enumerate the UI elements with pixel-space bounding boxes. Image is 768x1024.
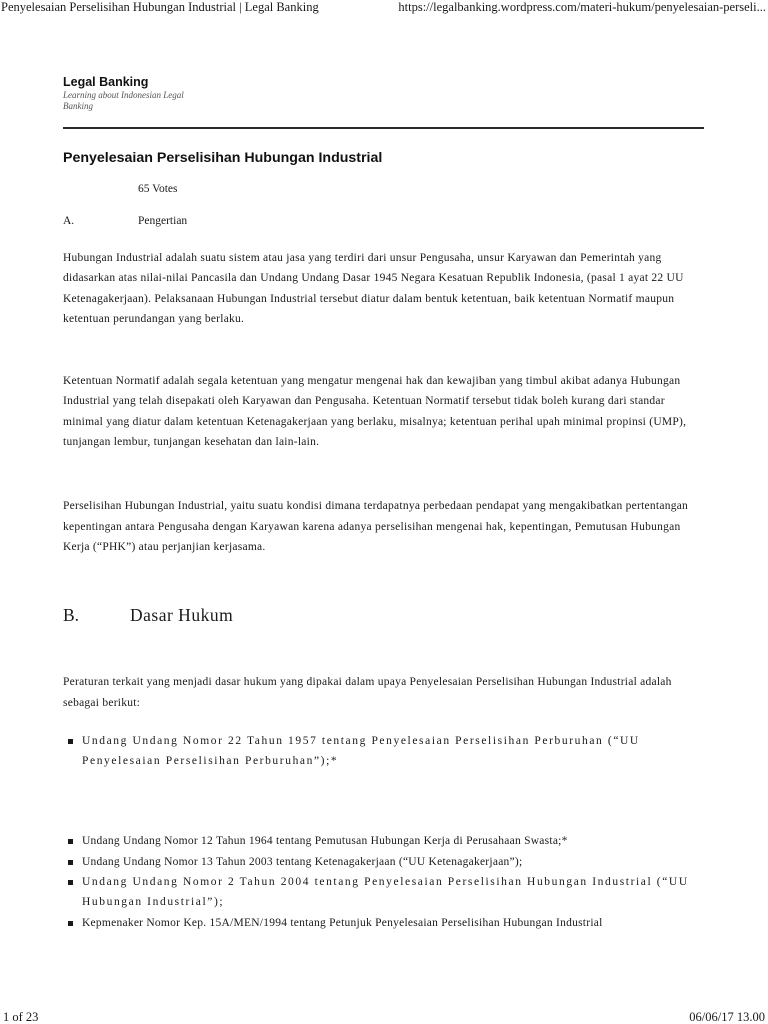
paragraph-legal-basis-intro: Peraturan terkait yang menjadi dasar hukum yang dipakai dalam upaya Penyelesaian Perselisihan Hubungan Industrial adalah sebagai berikut: xyxy=(63,676,672,709)
header-divider xyxy=(63,127,704,129)
paragraph-normative: Ketentuan Normatif adalah segala ketentuan yang mengatur mengenai hak dan kewajiban yang timbul akibat adanya Hubungan Industrial yang telah disepakati oleh Karyawan dan Pengusaha. Ketentuan Normatif tersebut tidak boleh kurang dari standar minimal yang diatur dalam ketentuan Ketenagakerjaan yang berlaku, misalnya; ketentuan perihal upah minimal propinsi (UMP), tunjangan lembur, tunjangan kesehatan dan lain-lain. xyxy=(63,375,687,449)
print-header xyxy=(0,0,768,16)
bullet-icon xyxy=(68,739,73,744)
list-item: Kepmenaker Nomor Kep. 15A/MEN/1994 tentang Petunjuk Penyelesaian Perselisihan Hubungan Industrial xyxy=(63,913,704,933)
list-item: Undang Undang Nomor 13 Tahun 2003 tentang Ketenagakerjaan (“UU Ketenagakerjaan”); xyxy=(63,852,704,872)
print-header-url: https://legalbanking.wordpress.com/materi-hukum/penyelesaian-perseli... xyxy=(398,0,766,14)
post-content xyxy=(63,150,704,933)
list-item: Undang Undang Nomor 22 Tahun 1957 tentang Penyelesaian Perselisihan Perburuhan (“UU Penyelesaian Perselisihan Perburuhan”);* xyxy=(63,731,704,772)
list-item: Undang Undang Nomor 12 Tahun 1964 tentang Pemutusan Hubungan Kerja di Perusahaan Swasta;* xyxy=(63,831,704,851)
list-item: Undang Undang Nomor 2 Tahun 2004 tentang Penyelesaian Perselisihan Hubungan Industrial (“UU Hubungan Industrial”); xyxy=(63,872,704,913)
rating-votes: 65 Votes xyxy=(138,183,178,195)
section-b-title: Dasar Hukum xyxy=(130,605,234,626)
section-a-letter: A. xyxy=(63,215,75,227)
section-a-heading xyxy=(63,215,704,229)
section-a-title: Pengertian xyxy=(138,215,188,227)
print-header-title: Penyelesaian Perselisihan Hubungan Industrial | Legal Banking xyxy=(1,0,319,14)
post-title: Penyelesaian Perselisihan Hubungan Industrial xyxy=(63,150,383,166)
print-footer xyxy=(0,1008,768,1024)
bullet-icon xyxy=(68,839,73,844)
site-branding xyxy=(63,75,213,112)
page-counter: 1 of 23 xyxy=(3,1010,39,1024)
paragraph-definition: Hubungan Industrial adalah suatu sistem atau jasa yang terdiri dari unsur Pengusaha, unsur Karyawan dan Pemerintah yang didasarkan atas nilai-nilai Pancasila dan Undang Undang Dasar 1945 Negara Kesatuan Republik Indonesia, (pasal 1 ayat 22 UU Ketenagakerjaan). Pelaksanaan Hubungan Industrial tersebut diatur dalam bentuk ketentuan, baik ketentuan Normatif maupun ketentuan perundangan yang berlaku. xyxy=(63,252,684,325)
paragraph-dispute: Perselisihan Hubungan Industrial, yaitu suatu kondisi dimana terdapatnya perbedaan pendapat yang mengakibatkan pertentangan kepentingan antara Pengusaha dengan Karyawan karena adanya perselisihan mengenai hak, kepentingan, Pemutusan Hubungan Kerja (“PHK”) atau perjanjian kerjasama. xyxy=(63,500,689,553)
print-date: 06/06/17 13.00 xyxy=(689,1010,765,1024)
section-b-letter: B. xyxy=(63,605,80,626)
bullet-icon xyxy=(68,860,73,865)
bullet-icon xyxy=(68,921,73,926)
bullet-icon xyxy=(68,880,73,885)
site-title-link[interactable]: Legal Banking xyxy=(63,75,149,89)
law-list-continued xyxy=(63,831,704,932)
law-list xyxy=(63,731,704,772)
section-b-heading xyxy=(63,605,704,629)
site-tagline: Learning about Indonesian Legal Banking xyxy=(63,90,184,111)
